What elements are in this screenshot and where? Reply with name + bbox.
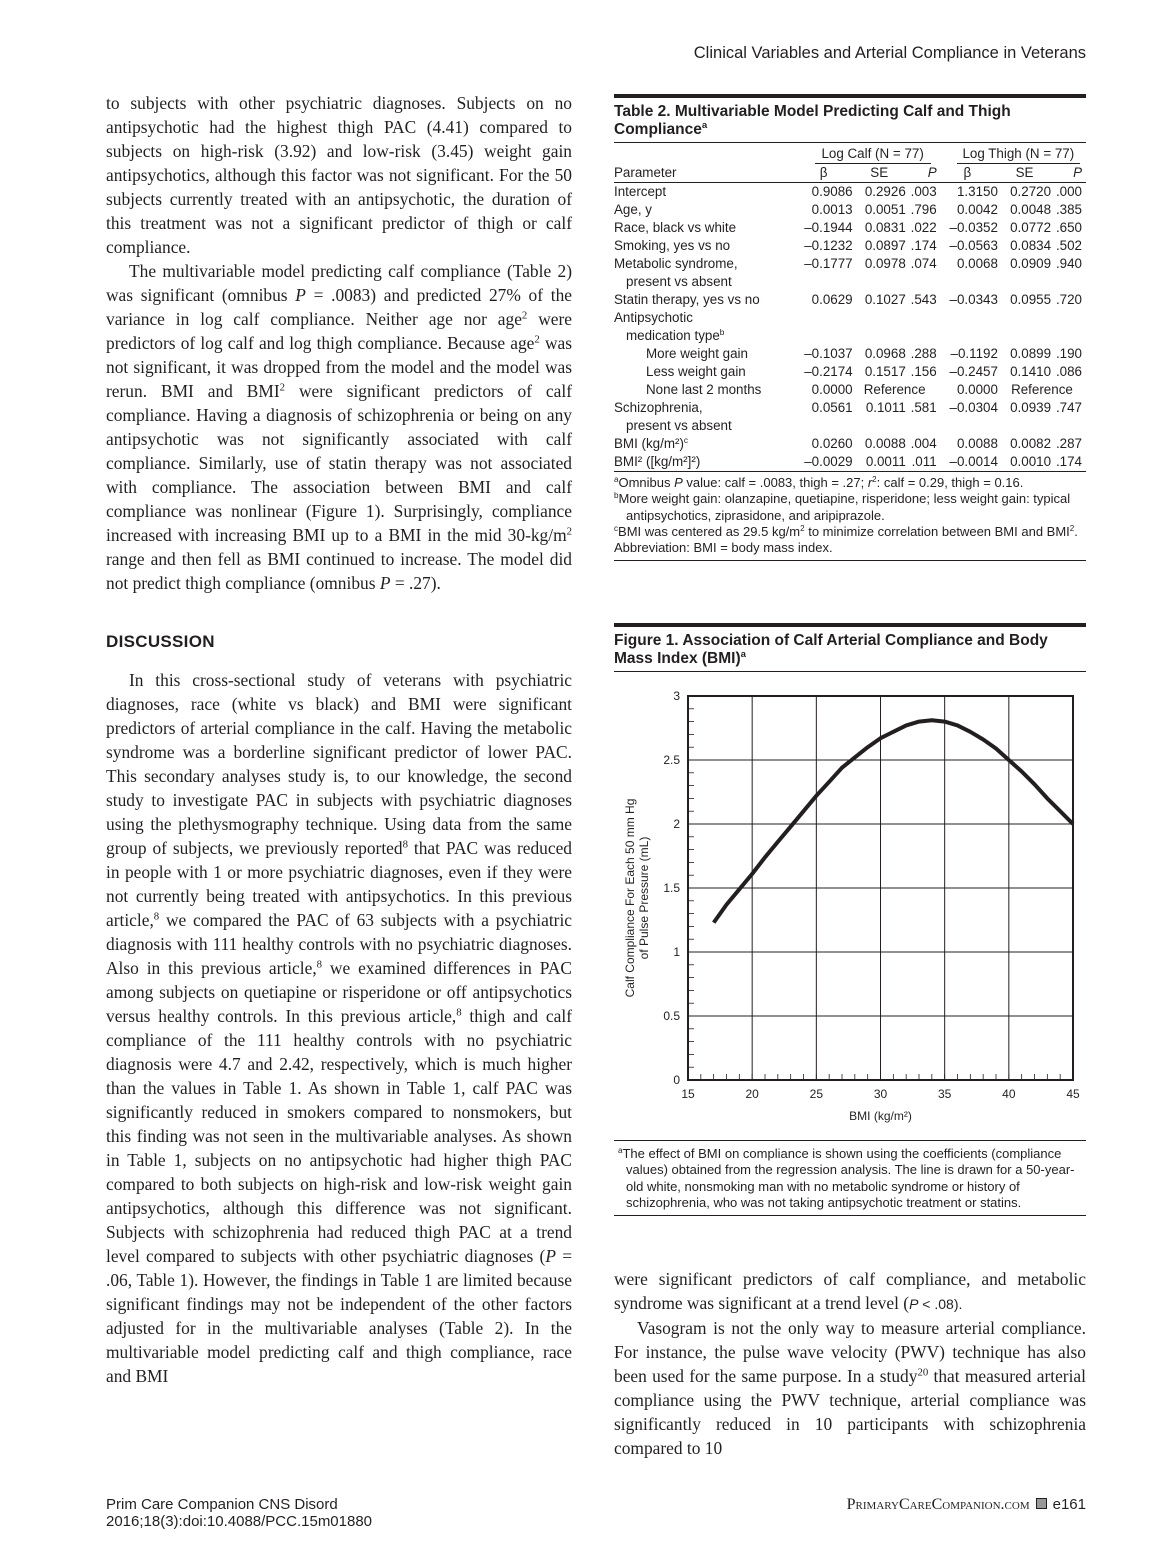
cell: 0.0968 [864, 346, 906, 361]
cell [906, 327, 937, 345]
cell [853, 327, 906, 345]
group-header-thigh: Log Thigh (N = 77) [937, 143, 1086, 164]
compliance-curve [714, 720, 1073, 922]
journal-name: Prim Care Companion CNS Disord [106, 1496, 338, 1513]
svg-text:25: 25 [809, 1087, 824, 1101]
cell [853, 309, 906, 327]
cell: .003 [910, 184, 937, 199]
cell [1051, 309, 1086, 327]
cell [937, 309, 998, 327]
cell: 0.1011 [865, 400, 906, 415]
paragraph-vasogram: Vasogram is not the only way to measure arterial compliance. For instance, the pulse wave velocity (PWV) technique has also been used for the same purpose. In a study$^{20}$ that measured arterial compliance using the PWV technique, arterial compliance was significantly reduced in 10 participants with schizophrenia compared to 10 [614, 1318, 1086, 1458]
cell: 0.0000 [811, 382, 853, 397]
cell [1051, 417, 1086, 435]
row-label: BMI $(kg/m^2)^c$ [614, 434, 689, 451]
svg-text:20: 20 [745, 1087, 759, 1101]
svg-text:2: 2 [673, 817, 680, 831]
svg-text:Calf Compliance For Each 50 mm: Calf Compliance For Each 50 mm Hg [623, 798, 637, 998]
table-row [614, 399, 1086, 417]
cell: –0.0352 [949, 220, 998, 235]
cell: 0.0082 [1010, 436, 1052, 451]
paragraph-1: to subjects with other psychiatric diagnoses. Subjects on no antipsychotic had the highest thigh PAC (4.41) compared to subjects on high-risk (3.92) and low-risk (3.45) weight gain antipsychotics, although this factor was not significant. For the 50 subjects currently treated with an antipsychotic, the duration of this treatment was not a significant predictor of thigh or calf compliance. [106, 93, 572, 257]
row-label: Smoking, yes vs no [614, 238, 731, 253]
cell: 0.0899 [1010, 346, 1052, 361]
cell: –0.0029 [795, 453, 853, 472]
cell [1051, 273, 1086, 291]
table-row [614, 291, 1086, 309]
cell: 0.0897 [864, 238, 906, 253]
cell: –0.2457 [949, 364, 998, 379]
svg-text:BMI (kg/m²): BMI (kg/m²) [849, 1109, 912, 1123]
cell [937, 417, 998, 435]
svg-text:0: 0 [673, 1073, 680, 1087]
table-row [614, 219, 1086, 237]
footer-citation [106, 1496, 372, 1530]
svg-text:1: 1 [673, 945, 680, 959]
group-header-calf: Log Calf (N = 77) [795, 143, 937, 164]
cell [1051, 327, 1086, 345]
cell: 0.0978 [864, 256, 906, 271]
cell [998, 309, 1051, 327]
cell: Reference [1011, 382, 1073, 397]
svg-text:1.5: 1.5 [663, 881, 680, 895]
row-label: present vs absent [626, 274, 732, 289]
cell: 0.0042 [956, 202, 998, 217]
table-2 [614, 94, 1086, 561]
table-row [614, 309, 1086, 327]
cell: .190 [1055, 346, 1082, 361]
cell [937, 273, 998, 291]
line-chart [614, 672, 1086, 1132]
cell: 0.0831 [864, 220, 906, 235]
cell: 0.0051 [864, 202, 906, 217]
table-row [614, 381, 1086, 399]
table-row [614, 255, 1086, 273]
cell: .385 [1055, 202, 1082, 217]
row-label: Metabolic syndrome, [614, 256, 738, 271]
row-label: Antipsychotic [614, 310, 693, 325]
cell: 0.0260 [811, 436, 853, 451]
cell: 0.0000 [956, 382, 998, 397]
cell: 0.2720 [1010, 184, 1052, 199]
footnote-a: $^a$Omnibus P value: calf = .0083, thigh = .27; $r^2$: calf = 0.29, thigh = 0.16. [614, 475, 1024, 490]
right-column-text [614, 1267, 1086, 1460]
table-row [614, 453, 1086, 472]
cell: –0.2174 [804, 364, 853, 379]
row-label: Less weight gain [646, 364, 746, 379]
cell: .581 [910, 400, 937, 415]
svg-text:of Pulse Pressure (mL): of Pulse Pressure (mL) [637, 836, 651, 960]
cell: .004 [910, 436, 937, 451]
figure-footnote: $^a$The effect of BMI on compliance is shown using the coefficients (compliance values) obtained from the regression analysis. The line is drawn for a 50-year-old white, nonsmoking man with no metabolic syndrome or history of schizophrenia, who was not taking antipsychotic treatment or statins. [614, 1140, 1086, 1216]
cell: –0.0343 [949, 292, 998, 307]
chart-svg [614, 672, 1086, 1132]
cell [998, 273, 1051, 291]
svg-text:0.5: 0.5 [663, 1009, 680, 1023]
cell: .022 [910, 220, 937, 235]
table-row [614, 201, 1086, 219]
cell: .174 [910, 238, 937, 253]
row-label: None last 2 months [646, 382, 762, 397]
row-label: Race, black vs white [614, 220, 737, 235]
cell [906, 273, 937, 291]
left-column [106, 91, 572, 1388]
cell: 0.9086 [811, 184, 853, 199]
cell: .156 [910, 364, 937, 379]
cell: 0.0011 [853, 453, 906, 472]
cell: .720 [1055, 292, 1082, 307]
svg-text:3: 3 [673, 689, 680, 703]
row-label: More weight gain [646, 346, 748, 361]
cell: 0.0010 [998, 453, 1051, 472]
cell [906, 309, 937, 327]
figure-caption: Figure 1. Association of Calf Arterial Compliance and Body Mass Index (BMI)$^a$ [614, 627, 1086, 672]
site-link[interactable]: PrimaryCareCompanion.com [846, 1496, 1030, 1513]
cell: .940 [1055, 256, 1082, 271]
cell: 0.0629 [811, 292, 853, 307]
row-label: Intercept [614, 184, 667, 199]
table-row [614, 273, 1086, 291]
cell: .650 [1055, 220, 1082, 235]
cell: 0.0013 [811, 202, 853, 217]
cell: .502 [1055, 238, 1082, 253]
section-heading-discussion: DISCUSSION [106, 632, 215, 651]
footnote-c: $^c$BMI was centered as 29.5 $kg/m^2$ to minimize correlation between BMI and BMI$^2$. [614, 523, 1078, 539]
cell: 0.0955 [1010, 292, 1052, 307]
cell: .288 [910, 346, 937, 361]
row-label: present vs absent [626, 418, 732, 433]
cell: 0.1517 [864, 364, 906, 379]
row-label: Statin therapy, yes vs no [614, 292, 760, 307]
page-number: e161 [1052, 1496, 1086, 1513]
cell: .011 [906, 453, 937, 472]
cell: 0.0088 [864, 436, 906, 451]
cell: .287 [1055, 436, 1082, 451]
cell: –0.1232 [804, 238, 853, 253]
table-footnotes [614, 472, 1086, 561]
paragraph-2: The multivariable model predicting calf compliance (Table 2) was significant (omnibus P = .0083) and predicted 27% of the variance in log calf compliance. Neither age nor age$^2$ were predictors of log calf and log thigh compliance. Because age$^2$ was not significant, it was dropped from the model and the model was rerun. BMI and BMI$^2$ were significant predictors of calf compliance. Having a diagnosis of schizophrenia or being on any antipsychotic was not significantly associated with calf compliance. Similarly, use of statin therapy was not associated with compliance. The association between BMI and calf compliance was nonlinear (Figure 1). Surprisingly, compliance increased with increasing BMI up to a BMI in the mid $30-kg/m^2$ range and then fell as BMI continued to increase. The model did not predict thigh compliance (omnibus P = .27). [106, 261, 572, 593]
table-row [614, 363, 1086, 381]
cell: –0.1192 [950, 346, 998, 361]
cell [795, 417, 853, 435]
cell: .543 [910, 292, 937, 307]
cell [853, 417, 906, 435]
table-row [614, 237, 1086, 255]
svg-text:35: 35 [937, 1087, 952, 1101]
cell: 0.0772 [1010, 220, 1052, 235]
svg-text:45: 45 [1066, 1087, 1080, 1101]
cell: 0.1027 [864, 292, 906, 307]
regression-table [614, 143, 1086, 472]
table-row [614, 435, 1086, 453]
cell [937, 327, 998, 345]
cell [853, 273, 906, 291]
cell: 0.2926 [864, 184, 906, 199]
column-headers: Parameter β SE P β SE P [614, 164, 1086, 183]
svg-text:2.5: 2.5 [663, 753, 680, 767]
cell [795, 273, 853, 291]
cell: 1.3150 [956, 184, 998, 199]
cell: .796 [910, 202, 937, 217]
abbreviation-note: Abbreviation: BMI = body mass index. [614, 540, 833, 556]
separator-square-icon [1036, 1498, 1047, 1509]
cell: –0.1944 [804, 220, 853, 235]
cell: 0.0088 [956, 436, 998, 451]
cell: 0.0909 [1010, 256, 1052, 271]
cell: 0.0834 [1010, 238, 1052, 253]
cell [998, 327, 1051, 345]
svg-text:15: 15 [681, 1087, 695, 1101]
figure-1 [614, 623, 1086, 1216]
cell: .000 [1055, 184, 1082, 199]
footer-site [847, 1496, 1086, 1514]
cell: –0.1037 [804, 346, 853, 361]
cell: .747 [1055, 400, 1082, 415]
cell: –0.0014 [937, 453, 998, 472]
svg-text:30: 30 [873, 1087, 888, 1101]
row-label: BMI² ([kg/m²]²) [614, 453, 795, 472]
table-row [614, 345, 1086, 363]
cell [795, 327, 853, 345]
running-head: Clinical Variables and Arterial Compliance in Veterans [693, 44, 1086, 62]
row-label: Schizophrenia, [614, 400, 703, 415]
cell: 0.1410 [1010, 364, 1052, 379]
table-row [614, 183, 1086, 202]
paragraph-3: In this cross-sectional study of veterans with psychiatric diagnoses, race (white vs black) and BMI were significant predictors of arterial compliance in the calf. Having the metabolic syndrome was a borderline significant predictor of lower PAC. This secondary analyses study is, to our knowledge, the second study to investigate PAC in subjects with psychiatric diagnoses using the plethysmography technique. Using data from the same group of subjects, we previously reported$^8$ that PAC was reduced in people with 1 or more psychiatric diagnoses, even if they were not currently being treated with antipsychotics. In this previous article,$^8$ we compared the PAC of 63 subjects with a psychiatric diagnosis with 111 healthy controls with no psychiatric diagnoses. Also in this previous article,$^8$ we examined differences in PAC among subjects on quetiapine or risperidone or off antipsychotics versus healthy controls. In this previous article,$^8$ thigh and calf compliance of the 111 healthy controls with no psychiatric diagnosis were 4.7 and 2.42, respectively, which is much higher than the values in Table 1. As shown in Table 1, calf PAC was significantly reduced in smokers compared to nonsmokers, but this finding was not seen in the multivariable analyses. As shown in Table 1, subjects on no antipsychotic had higher thigh PAC compared to both subjects on high-risk and low-risk weight gain antipsychotics, although this difference was not significant. Subjects with schizophrenia had reduced thigh PAC at a trend level compared to subjects with other psychiatric diagnoses (P = .06, Table 1). However, the findings in Table 1 are limited because significant findings may not be independent of the other factors adjusted for in the multivariable analyses (Table 2). In the multivariable model predicting calf and thigh compliance, race and BMI [106, 670, 573, 1386]
paragraph-continued: were significant predictors of calf compliance, and metabolic syndrome was significant at a trend level (P < .08). [614, 1269, 1086, 1313]
cell [795, 309, 853, 327]
table-row [614, 417, 1086, 435]
cell: –0.0304 [949, 400, 998, 415]
row-label: Age, y [614, 202, 652, 217]
cell: –0.1777 [804, 256, 853, 271]
footnote-b: $^b$More weight gain: olanzapine, quetiapine, risperidone; less weight gain: typical antipsychotics, ziprasidone, and aripiprazole. [614, 491, 1071, 523]
cell: .086 [1055, 364, 1082, 379]
cell [998, 417, 1051, 435]
cell [906, 417, 937, 435]
cell: 0.0561 [811, 400, 853, 415]
table-caption: Table 2. Multivariable Model Predicting Calf and Thigh Compliance$^a$ [614, 98, 1086, 143]
cell: Reference [863, 382, 926, 397]
row-label: medication type$^b$ [626, 326, 725, 343]
cell: –0.0563 [949, 238, 998, 253]
cell: 0.0068 [956, 256, 998, 271]
svg-text:40: 40 [1002, 1087, 1016, 1101]
cell: 0.0048 [1010, 202, 1052, 217]
cell: .074 [910, 256, 937, 271]
cell: .174 [1051, 453, 1086, 472]
cell: 0.0939 [1010, 400, 1052, 415]
doi-citation: 2016;18(3):doi:10.4088/PCC.15m01880 [106, 1513, 373, 1530]
table-row [614, 327, 1086, 345]
